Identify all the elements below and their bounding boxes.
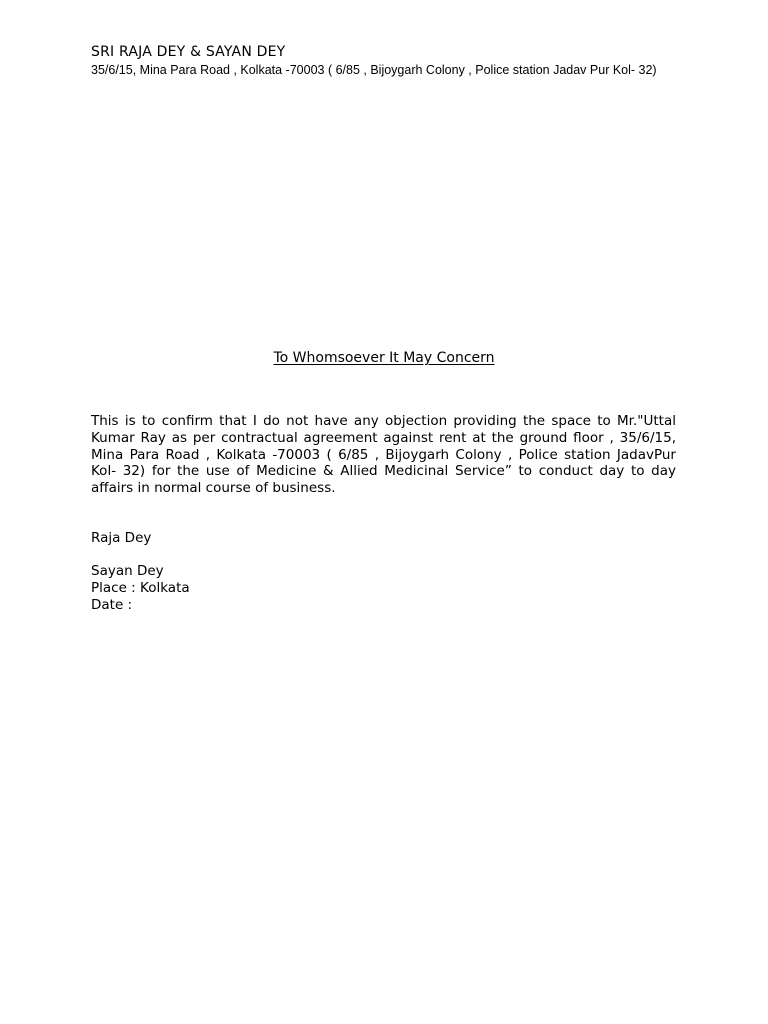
subject-heading — [0, 350, 768, 366]
place-line: Place : Kolkata — [91, 580, 190, 596]
letterhead-address: 35/6/15, Mina Para Road , Kolkata -70003 ( 6/85 , Bijoygarh Colony , Police station Jadav Pur Kol- 32) — [91, 63, 657, 77]
signer-raja-dey: Raja Dey — [91, 530, 152, 546]
signer-sayan-dey: Sayan Dey — [91, 563, 164, 579]
subject-text: To Whomsoever It May Concern — [273, 350, 495, 366]
body-paragraph: This is to confirm that I do not have any objection providing the space to Mr."Uttal Kumar Ray as per contractual agreement against rent at the ground floor , 35/6/15, Mina Para Road , Kolkata -70003 ( 6/85 , Bijoygarh Colony , Police station JadavPur Kol- 32) for the use of Medicine & Allied Medicinal Service” to conduct day to day affairs in normal course of business. — [91, 413, 676, 497]
date-line: Date : — [91, 597, 133, 613]
letterhead-name: SRI RAJA DEY & SAYAN DEY — [91, 44, 286, 60]
